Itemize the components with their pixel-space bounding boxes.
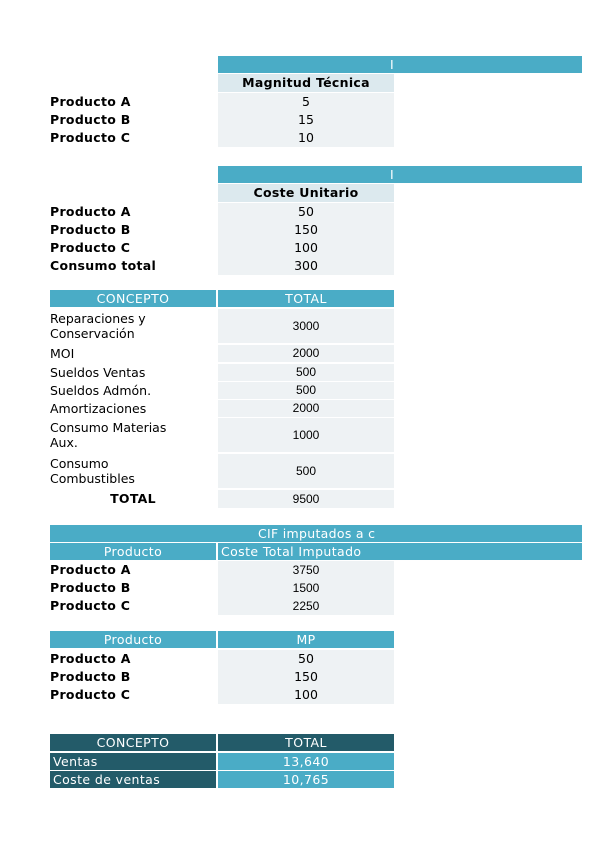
table-row (50, 257, 394, 275)
row-value: 1000 (218, 418, 394, 452)
table6-header-concepto: CONCEPTO (50, 734, 216, 751)
table3-header-total: TOTAL (218, 290, 394, 307)
table-row (50, 454, 394, 488)
row-label: MOI (50, 346, 75, 361)
row-label: Amortizaciones (50, 401, 147, 416)
table4-banner: CIF imputados a c (50, 525, 582, 542)
table2-column-header: Coste Unitario (218, 184, 394, 202)
row-value: 15 (218, 111, 394, 129)
table-row (50, 364, 394, 381)
row-label: Producto A (50, 204, 131, 219)
table-row (50, 345, 394, 362)
row-value: 3000 (218, 309, 394, 343)
total-value: 9500 (218, 490, 394, 508)
ventas-label: Ventas (50, 753, 216, 770)
table-row (50, 111, 394, 129)
row-value: 500 (218, 364, 394, 381)
table4-header-producto: Producto (50, 543, 216, 560)
total-label: TOTAL (110, 491, 156, 506)
row-label: Consumo Materias Aux. (50, 420, 167, 450)
table-row (50, 93, 394, 111)
row-label: Producto A (50, 94, 131, 109)
table1-column-header: Magnitud Técnica (218, 74, 394, 92)
row-value: 100 (218, 239, 394, 257)
table-row (50, 668, 394, 686)
table-row (50, 382, 394, 399)
table3-header-concepto: CONCEPTO (50, 290, 216, 307)
row-label: Sueldos Admón. (50, 383, 152, 398)
row-label: Consumo total (50, 258, 157, 273)
table1-banner: I (218, 56, 582, 73)
row-value: 100 (218, 686, 394, 704)
row-label: Producto C (50, 598, 131, 613)
table-row (50, 129, 394, 147)
row-label: Producto B (50, 669, 131, 684)
table4-banner-extension (394, 543, 582, 560)
table-row (50, 400, 394, 417)
row-label: Producto C (50, 240, 131, 255)
table3-total-row (50, 490, 394, 508)
row-label: Producto B (50, 580, 131, 595)
row-label: Producto C (50, 687, 131, 702)
row-label: Producto A (50, 562, 131, 577)
coste-ventas-label: Coste de ventas (50, 771, 216, 788)
table4-header-coste: Coste Total Imputado (218, 543, 394, 560)
row-label: Reparaciones y Conservación (50, 311, 146, 341)
table-row (50, 650, 394, 668)
row-label: Producto A (50, 651, 131, 666)
row-value: 1500 (218, 579, 394, 597)
table-row (50, 418, 394, 452)
row-value: 5 (218, 93, 394, 111)
row-value: 2000 (218, 400, 394, 417)
row-value: 10 (218, 129, 394, 147)
row-value: 50 (218, 203, 394, 221)
table2-banner: I (218, 166, 582, 183)
row-value: 500 (218, 382, 394, 399)
row-value: 3750 (218, 561, 394, 579)
ventas-value: 13,640 (218, 753, 394, 770)
table-row (50, 203, 394, 221)
row-value: 300 (218, 257, 394, 275)
row-label: Consumo Combustibles (50, 456, 135, 486)
coste-ventas-value: 10,765 (218, 771, 394, 788)
row-value: 150 (218, 221, 394, 239)
table5-header-producto: Producto (50, 631, 216, 648)
row-value: 150 (218, 668, 394, 686)
row-label: Producto B (50, 222, 131, 237)
table5-header-mp: MP (218, 631, 394, 648)
table-row (50, 579, 394, 597)
table-row (50, 597, 394, 615)
row-label: Sueldos Ventas (50, 365, 146, 380)
row-label: Producto C (50, 130, 131, 145)
row-value: 500 (218, 454, 394, 488)
table-row (50, 309, 394, 343)
table-row (50, 686, 394, 704)
row-value: 2250 (218, 597, 394, 615)
row-label: Producto B (50, 112, 131, 127)
row-value: 2000 (218, 345, 394, 362)
table-row (50, 221, 394, 239)
table-row (50, 239, 394, 257)
table6-header-total: TOTAL (218, 734, 394, 751)
table-row (50, 561, 394, 579)
row-value: 50 (218, 650, 394, 668)
